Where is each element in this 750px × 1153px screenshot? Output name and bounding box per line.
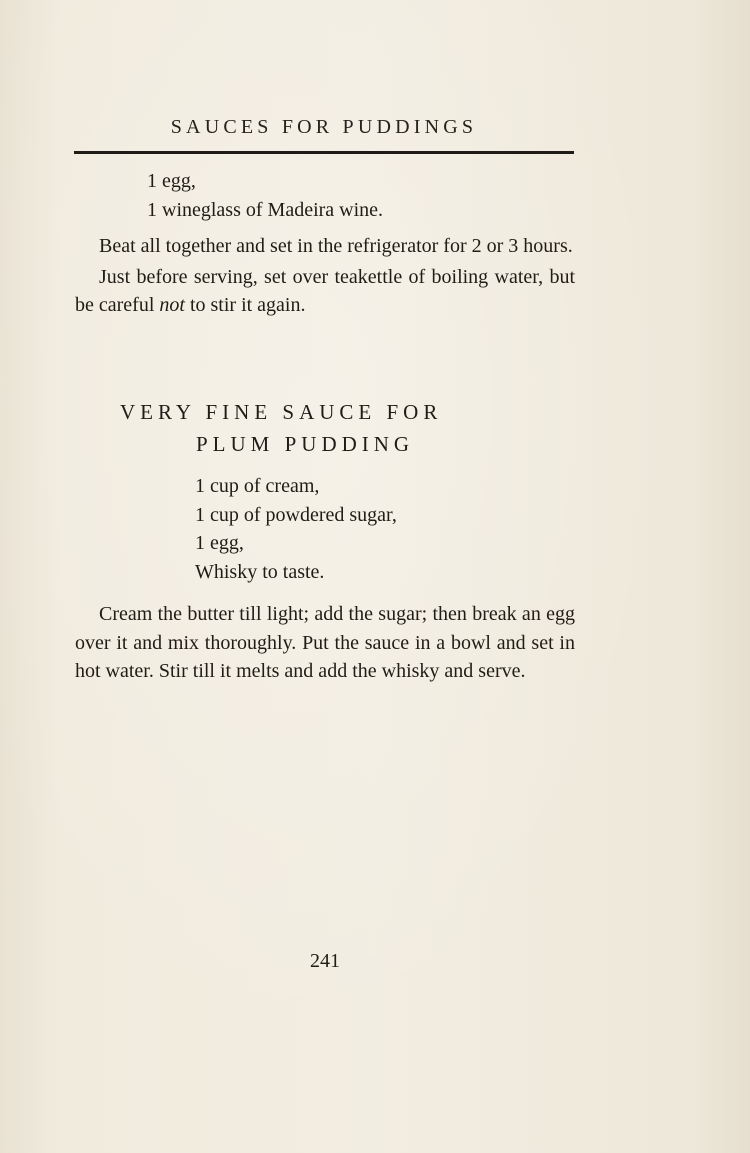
continued-ingredient-list [75, 167, 575, 224]
method-paragraph-1: Beat all together and set in the refrigerator for 2 or 3 hours. [99, 235, 573, 257]
recipe-method-paragraph: Cream the butter till light; add the sugar; then break an egg over it and mix thoroughly. Put the sauce in a bowl and set in hot water. Stir till it melts and add the whisky and serve. [75, 603, 575, 682]
page-number: 241 [310, 950, 340, 972]
running-head-rule [74, 151, 574, 154]
method-text-before: Just before serving, set over teakettle of boiling water, but be careful [75, 265, 575, 316]
ingredient-line: 1 wineglass of Madeira wine. [147, 198, 384, 221]
recipe-title-line-1: VERY FINE SAUCE FOR [120, 400, 443, 424]
ingredient-line: 1 egg, [195, 532, 244, 554]
emphasis-text: not [159, 294, 185, 316]
ingredient-line: 1 egg, [147, 170, 196, 192]
method-text-after: to stir it again. [184, 294, 306, 316]
recipe-title [120, 396, 530, 460]
ingredient-line: 1 cup of powdered sugar, [195, 503, 397, 526]
recipe-ingredient-list [75, 472, 575, 586]
method-paragraph-2 [75, 263, 575, 320]
recipe-method [75, 600, 575, 686]
recipe-title-line-2: PLUM PUDDING [196, 432, 415, 456]
ingredient-line: Whisky to taste. [195, 560, 325, 583]
running-head: SAUCES FOR PUDDINGS [170, 116, 478, 138]
ingredient-line: 1 cup of cream, [195, 475, 320, 497]
continued-method [75, 232, 575, 320]
